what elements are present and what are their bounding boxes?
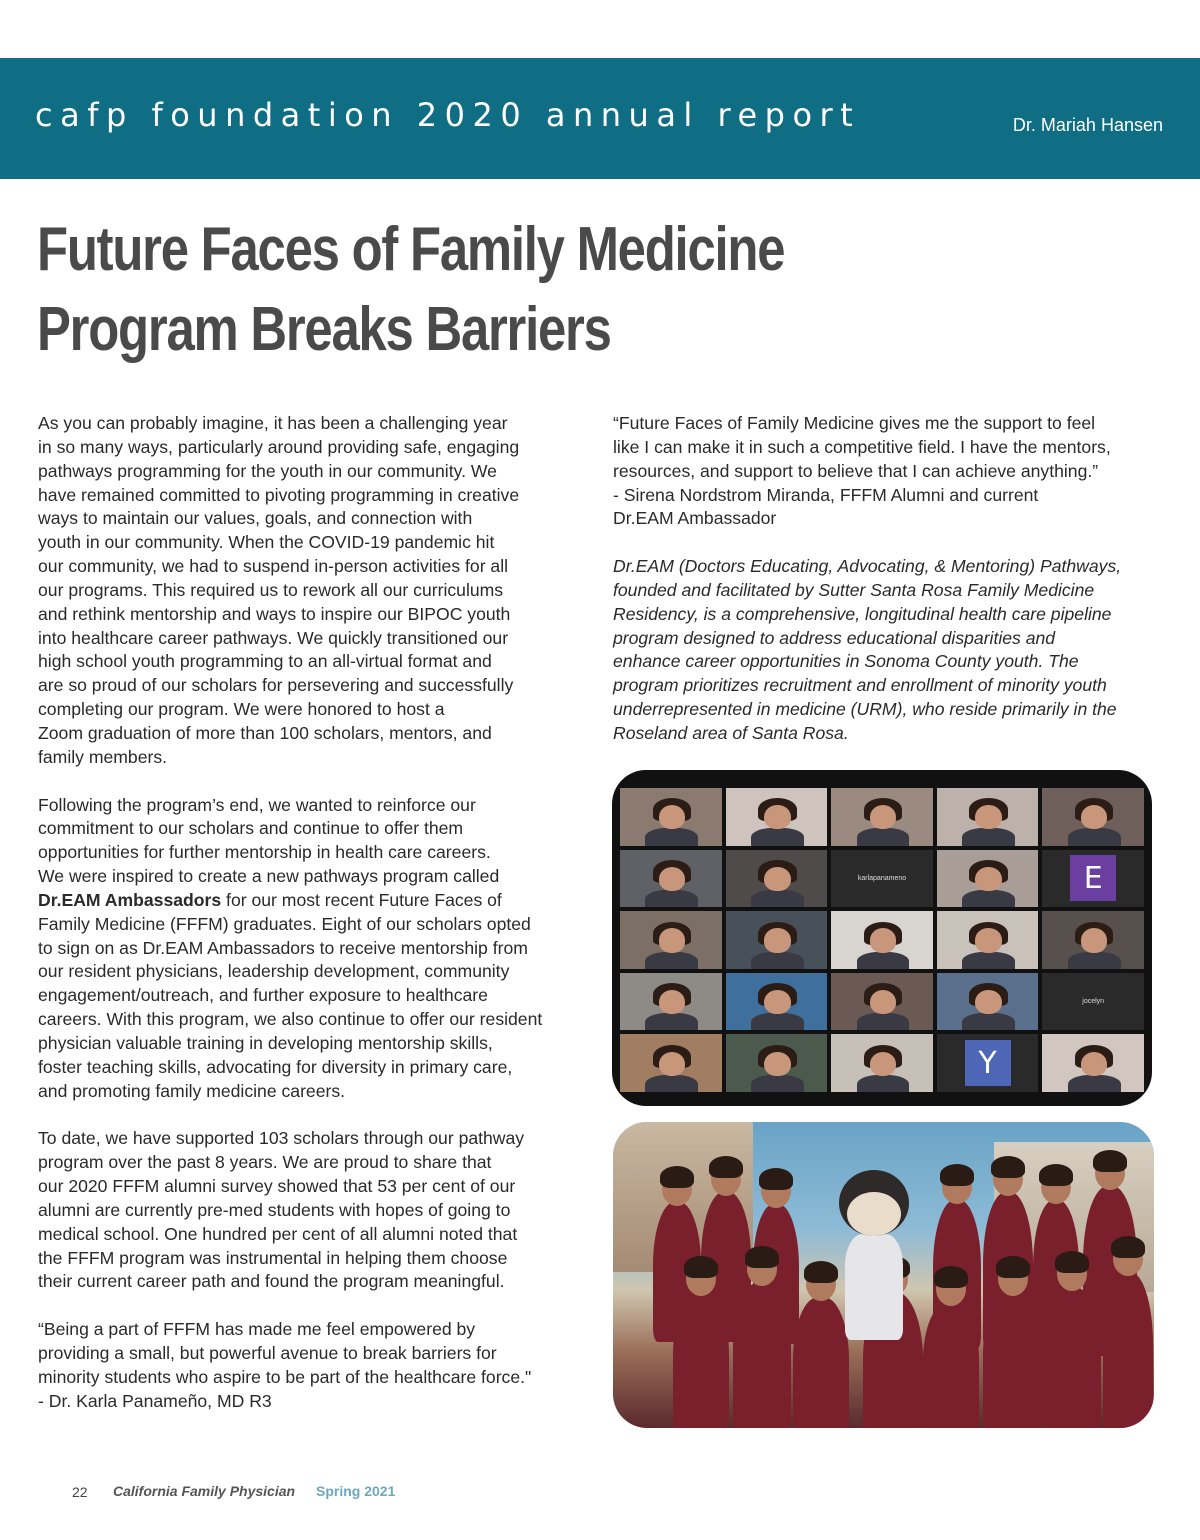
- issue-label: Spring 2021: [316, 1483, 396, 1499]
- program-description: [613, 555, 1173, 746]
- text-line: - Dr. Karla Panameño, MD R3: [38, 1390, 272, 1411]
- person-figure: [923, 1302, 979, 1428]
- text-line: high school youth programming to an all-virtual format and: [38, 651, 492, 672]
- group-scrubs-photo: [613, 1122, 1154, 1428]
- report-title: cafp foundation 2020 annual report: [35, 96, 861, 134]
- zoom-tile: [1042, 911, 1144, 969]
- text-line: underrepresented in medicine (URM), who reside primarily in the: [613, 699, 1117, 720]
- zoom-tile: [726, 1034, 828, 1092]
- zoom-tile: [831, 788, 933, 846]
- zoom-tile: [937, 788, 1039, 846]
- zoom-tile: [620, 1034, 722, 1092]
- text-line: into healthcare career pathways. We quickly transitioned our: [38, 627, 509, 648]
- text-line: Dr.EAM Ambassador: [613, 508, 777, 529]
- zoom-tile: [831, 850, 933, 908]
- paragraph-results: [38, 1127, 598, 1294]
- person-figure: [1103, 1272, 1153, 1428]
- text-line: opportunities for further mentorship in health care careers.: [38, 842, 491, 863]
- text-line: enhance career opportunities in Sonoma County youth. The: [613, 651, 1079, 672]
- text-line: program over the past 8 years. We are proud to share that: [38, 1152, 492, 1173]
- zoom-tile: [726, 788, 828, 846]
- text-line: founded and facilitated by Sutter Santa Rosa Family Medicine: [613, 579, 1095, 600]
- publication-name: California Family Physician: [113, 1483, 296, 1499]
- zoom-tile: [726, 973, 828, 1031]
- text-line: Dr.EAM (Doctors Educating, Advocating, & Mentoring) Pathways,: [613, 556, 1122, 577]
- text-line: “Being a part of FFFM has made me feel empowered by: [38, 1319, 476, 1340]
- paragraph-ambassadors: [38, 794, 598, 1104]
- text-line: medical school. One hundred per cent of all alumni noted that: [38, 1223, 518, 1244]
- zoom-tile: [620, 911, 722, 969]
- text-line: like I can make it in such a competitive field. I have the mentors,: [613, 436, 1111, 457]
- text-line: Following the program’s end, we wanted to reinforce our: [38, 794, 476, 815]
- program-name-bold: Dr.EAM Ambassadors: [38, 889, 222, 910]
- zoom-tile: [831, 1034, 933, 1092]
- article-headline: [37, 210, 785, 370]
- right-column: [613, 412, 1173, 770]
- statue-figure: [831, 1170, 915, 1340]
- text-line: program designed to address educational disparities and: [613, 627, 1056, 648]
- text-line: our community, we had to suspend in-person activities for all: [38, 556, 509, 577]
- zoom-tile: [620, 973, 722, 1031]
- text-fragment: for our most recent Future Faces of: [221, 889, 502, 910]
- quote-miranda: [613, 412, 1173, 531]
- text-line: in so many ways, particularly around providing safe, engaging: [38, 436, 520, 457]
- page-number: 22: [72, 1484, 88, 1500]
- participant-name: karlapanameno: [857, 874, 907, 882]
- text-line: the FFFM program was instrumental in helping them choose: [38, 1247, 508, 1268]
- participant-name: jocelyn: [1082, 998, 1105, 1006]
- zoom-tile: [620, 788, 722, 846]
- text-line: our 2020 FFFM alumni survey showed that 53 per cent of our: [38, 1176, 516, 1196]
- zoom-tile: [726, 911, 828, 969]
- headline-line-1: Future Faces of Family Medicine: [37, 215, 785, 284]
- person-figure: [733, 1282, 791, 1428]
- text-line: providing a small, but powerful avenue to break barriers for: [38, 1342, 497, 1363]
- headline-line-2: Program Breaks Barriers: [37, 295, 611, 364]
- text-line: pathways programming for the youth in our community. We: [38, 460, 497, 481]
- zoom-tile: [1042, 1034, 1144, 1092]
- text-line: ways to maintain our values, goals, and connection with: [38, 508, 473, 529]
- text-line: “Future Faces of Family Medicine gives me the support to feel: [613, 413, 1096, 433]
- zoom-tile: [937, 973, 1039, 1031]
- zoom-tile: [937, 1034, 1039, 1092]
- text-line: commitment to our scholars and continue to offer them: [38, 818, 464, 839]
- text-line: minority students who aspire to be part of the healthcare force.": [38, 1366, 532, 1387]
- text-line: have remained committed to pivoting programming in creative: [38, 484, 520, 505]
- text-line: program prioritizes recruitment and enrollment of minority youth: [613, 675, 1107, 696]
- text-line: Residency, is a comprehensive, longitudinal health care pipeline: [613, 603, 1112, 624]
- text-line: [38, 889, 598, 913]
- person-figure: [983, 1292, 1043, 1428]
- text-line: completing our program. We were honored to host a: [38, 699, 445, 720]
- person-figure: [1043, 1287, 1101, 1428]
- person-figure: [673, 1292, 729, 1428]
- quote-panameno: [38, 1318, 598, 1413]
- text-line: We were inspired to create a new pathways program called: [38, 866, 500, 887]
- zoom-tile: [937, 911, 1039, 969]
- text-line: our programs. This required us to rework all our curriculums: [38, 579, 504, 600]
- text-line: our resident physicians, leadership development, community: [38, 961, 510, 982]
- author-name: Dr. Mariah Hansen: [1012, 115, 1163, 135]
- participant-initial: E: [1070, 855, 1116, 901]
- zoom-graduation-photo: [612, 770, 1152, 1106]
- paragraph-intro: [38, 412, 598, 770]
- text-line: youth in our community. When the COVID-19 pandemic hit: [38, 532, 495, 553]
- text-line: Family Medicine (FFFM) graduates. Eight of our scholars opted: [38, 913, 531, 934]
- text-line: and promoting family medicine careers.: [38, 1080, 346, 1101]
- text-line: foster teaching skills, advocating for diversity in primary care,: [38, 1056, 513, 1077]
- zoom-tile: [1042, 973, 1144, 1031]
- zoom-tile: [1042, 850, 1144, 908]
- text-line: are so proud of our scholars for persevering and successfully: [38, 675, 514, 696]
- text-line: physician valuable training in developing mentorship skills,: [38, 1032, 493, 1053]
- text-line: Roseland area of Santa Rosa.: [613, 722, 849, 743]
- text-line: engagement/outreach, and further exposure to healthcare: [38, 985, 488, 1006]
- text-line: - Sirena Nordstrom Miranda, FFFM Alumni and current: [613, 484, 1039, 505]
- text-line: to sign on as Dr.EAM Ambassadors to receive mentorship from: [38, 937, 528, 958]
- text-line: and rethink mentorship and ways to inspire our BIPOC youth: [38, 603, 511, 624]
- participant-initial: Y: [965, 1040, 1011, 1086]
- text-line: careers. With this program, we also continue to offer our resident: [38, 1009, 543, 1030]
- zoom-tile-grid: [620, 788, 1144, 1092]
- text-line: As you can probably imagine, it has been a challenging year: [38, 413, 508, 433]
- left-column: [38, 412, 598, 1437]
- zoom-tile: [1042, 788, 1144, 846]
- text-line: To date, we have supported 103 scholars through our pathway: [38, 1128, 525, 1149]
- text-line: their current career path and found the program meaningful.: [38, 1271, 505, 1292]
- text-line: Zoom graduation of more than 100 scholars, mentors, and: [38, 722, 492, 743]
- zoom-tile: [937, 850, 1039, 908]
- text-line: family members.: [38, 746, 168, 767]
- text-line: resources, and support to believe that I can achieve anything.”: [613, 460, 1099, 481]
- zoom-tile: [620, 850, 722, 908]
- text-line: alumni are currently pre-med students with hopes of going to: [38, 1199, 511, 1220]
- zoom-tile: [726, 850, 828, 908]
- zoom-tile: [831, 973, 933, 1031]
- zoom-tile: [831, 911, 933, 969]
